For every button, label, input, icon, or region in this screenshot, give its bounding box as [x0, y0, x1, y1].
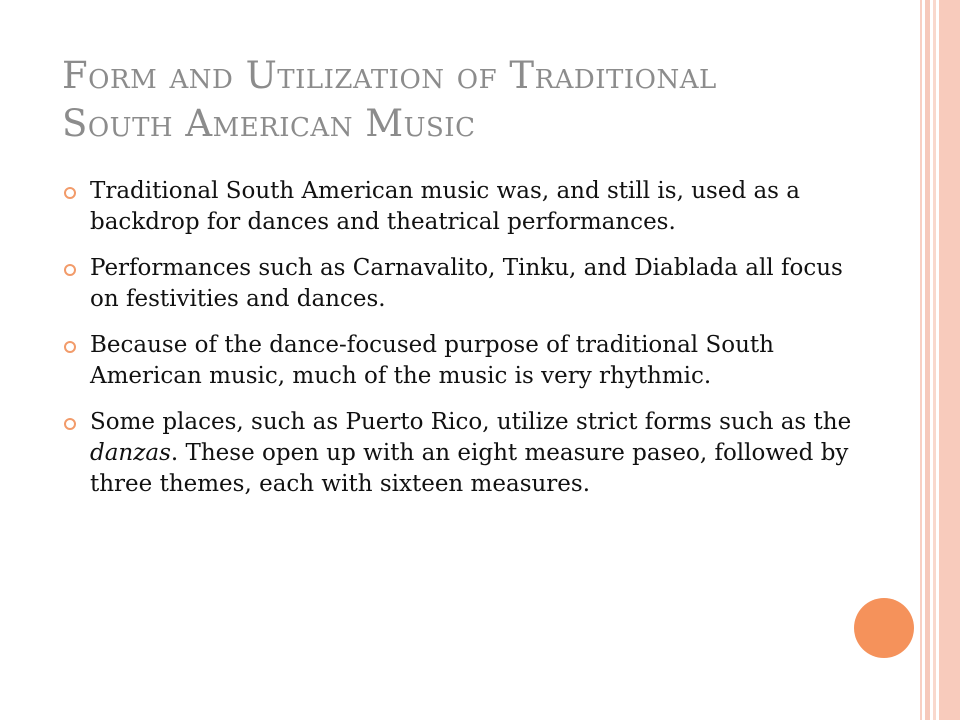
- bullet-text-emphasis: danzas: [90, 440, 171, 466]
- decorative-stripe: [925, 0, 930, 720]
- bullet-item: [62, 330, 872, 392]
- bullet-circle-icon: [64, 264, 76, 276]
- bullet-item: [62, 176, 872, 238]
- decorative-stripe: [933, 0, 936, 720]
- bullet-text-before: Some places, such as Puerto Rico, utilize strict forms such as the: [90, 409, 852, 435]
- bullet-text: Performances such as Carnavalito, Tinku, and Diablada all focus on festivities and dances.: [90, 255, 843, 312]
- bullet-circle-icon: [64, 418, 76, 430]
- slide-title-line-1: Form and Utilization of Traditional: [62, 54, 717, 97]
- decorative-stripe: [939, 0, 960, 720]
- bullet-text: Because of the dance-focused purpose of traditional South American music, much of the music is very rhythmic.: [90, 332, 774, 389]
- decorative-stripe: [920, 0, 922, 720]
- bullet-circle-icon: [64, 341, 76, 353]
- bullet-text-after: . These open up with an eight measure paseo, followed by three themes, each with sixteen measures.: [90, 440, 849, 497]
- bullet-circle-icon: [64, 187, 76, 199]
- slide-title-line-2: South American Music: [62, 102, 476, 145]
- slide-title: [62, 52, 892, 148]
- bullet-list: [62, 176, 872, 515]
- decorative-circle: [854, 598, 914, 658]
- bullet-text: Traditional South American music was, and still is, used as a backdrop for dances and theatrical performances.: [90, 178, 801, 235]
- bullet-item: [62, 407, 872, 500]
- bullet-item: [62, 253, 872, 315]
